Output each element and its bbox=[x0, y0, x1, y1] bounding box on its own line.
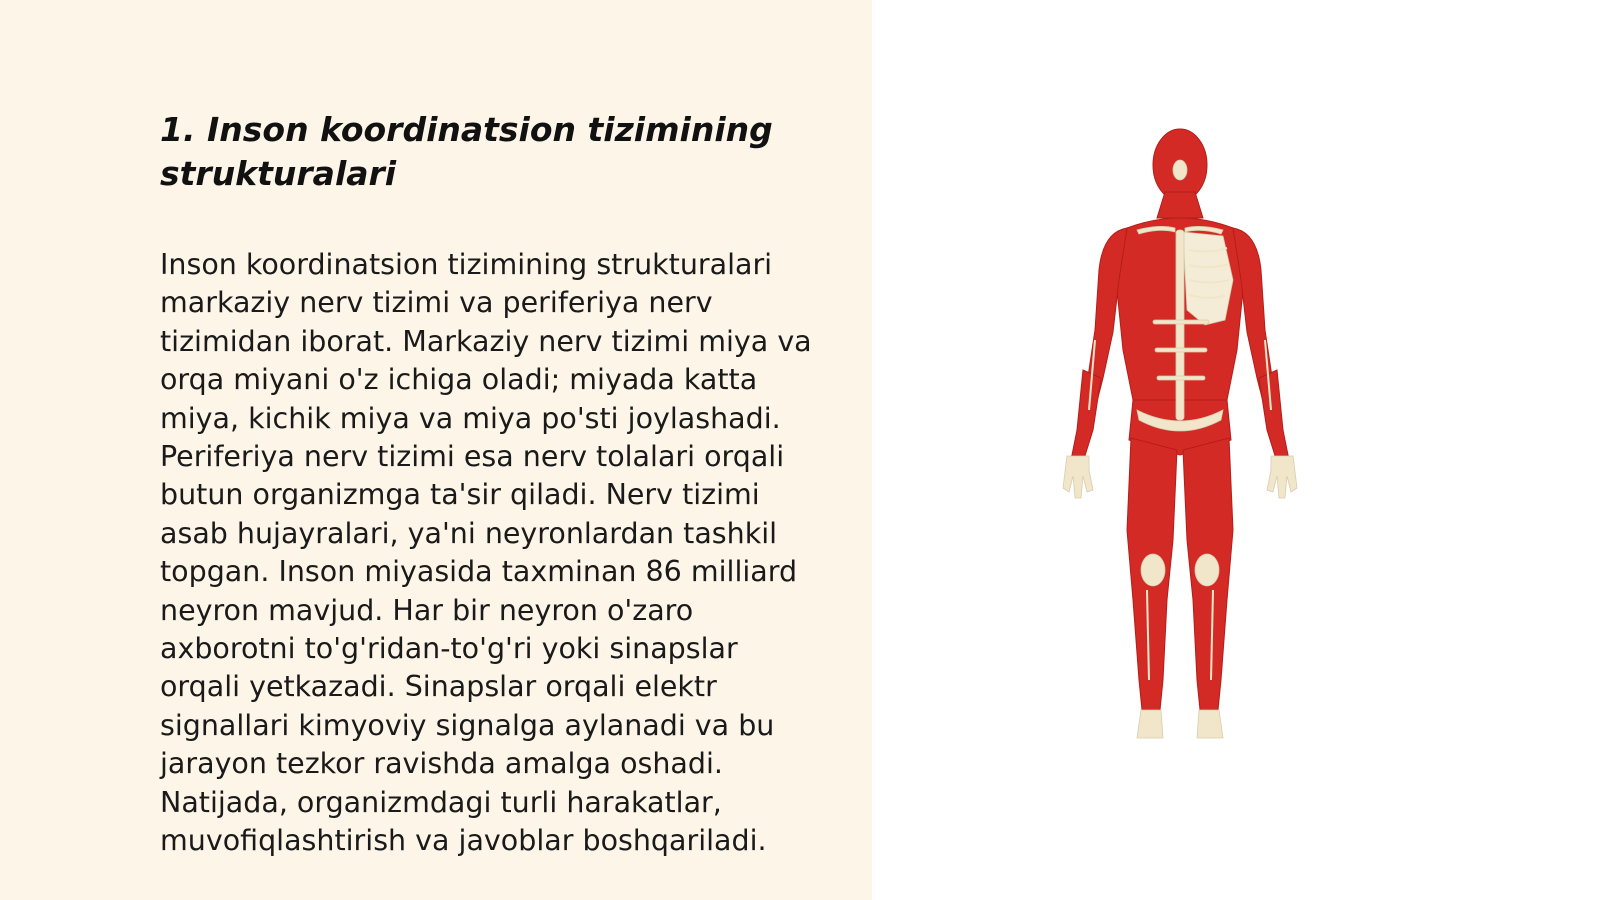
slide-body-text: Inson koordinatsion tizimining strukturalari markaziy nerv tizimi va periferiya nerv tizimidan iborat. Markaziy nerv tizimi miya va orqa miyani o'z ichiga oladi; miyada katta miya, kichik miya va miya po'sti joylashadi. Periferiya nerv tizimi esa nerv tolalari orqali butun organizmga ta'sir qiladi. Nerv tizimi asab hujayralari, ya'ni neyronlardan tashkil topgan. Inson miyasida taxminan 86 milliard neyron mavjud. Har bir neyron o'zaro axborotni to'g'ridan-to'g'ri yoki sinapslar orqali yetkazadi. Sinapslar orqali elektr signallari kimyoviy signalga aylanadi va bu jarayon tezkor ravishda amalga oshadi. Natijada, organizmdagi turli harakatlar, muvofiqlashtirish va javoblar boshqariladi. bbox=[160, 248, 812, 858]
slide-title: 1. Inson koordinatsion tizimining strukturalari bbox=[160, 110, 773, 193]
human-anatomy-figure bbox=[1055, 120, 1305, 740]
human-muscle-anatomy-icon bbox=[1055, 120, 1305, 740]
